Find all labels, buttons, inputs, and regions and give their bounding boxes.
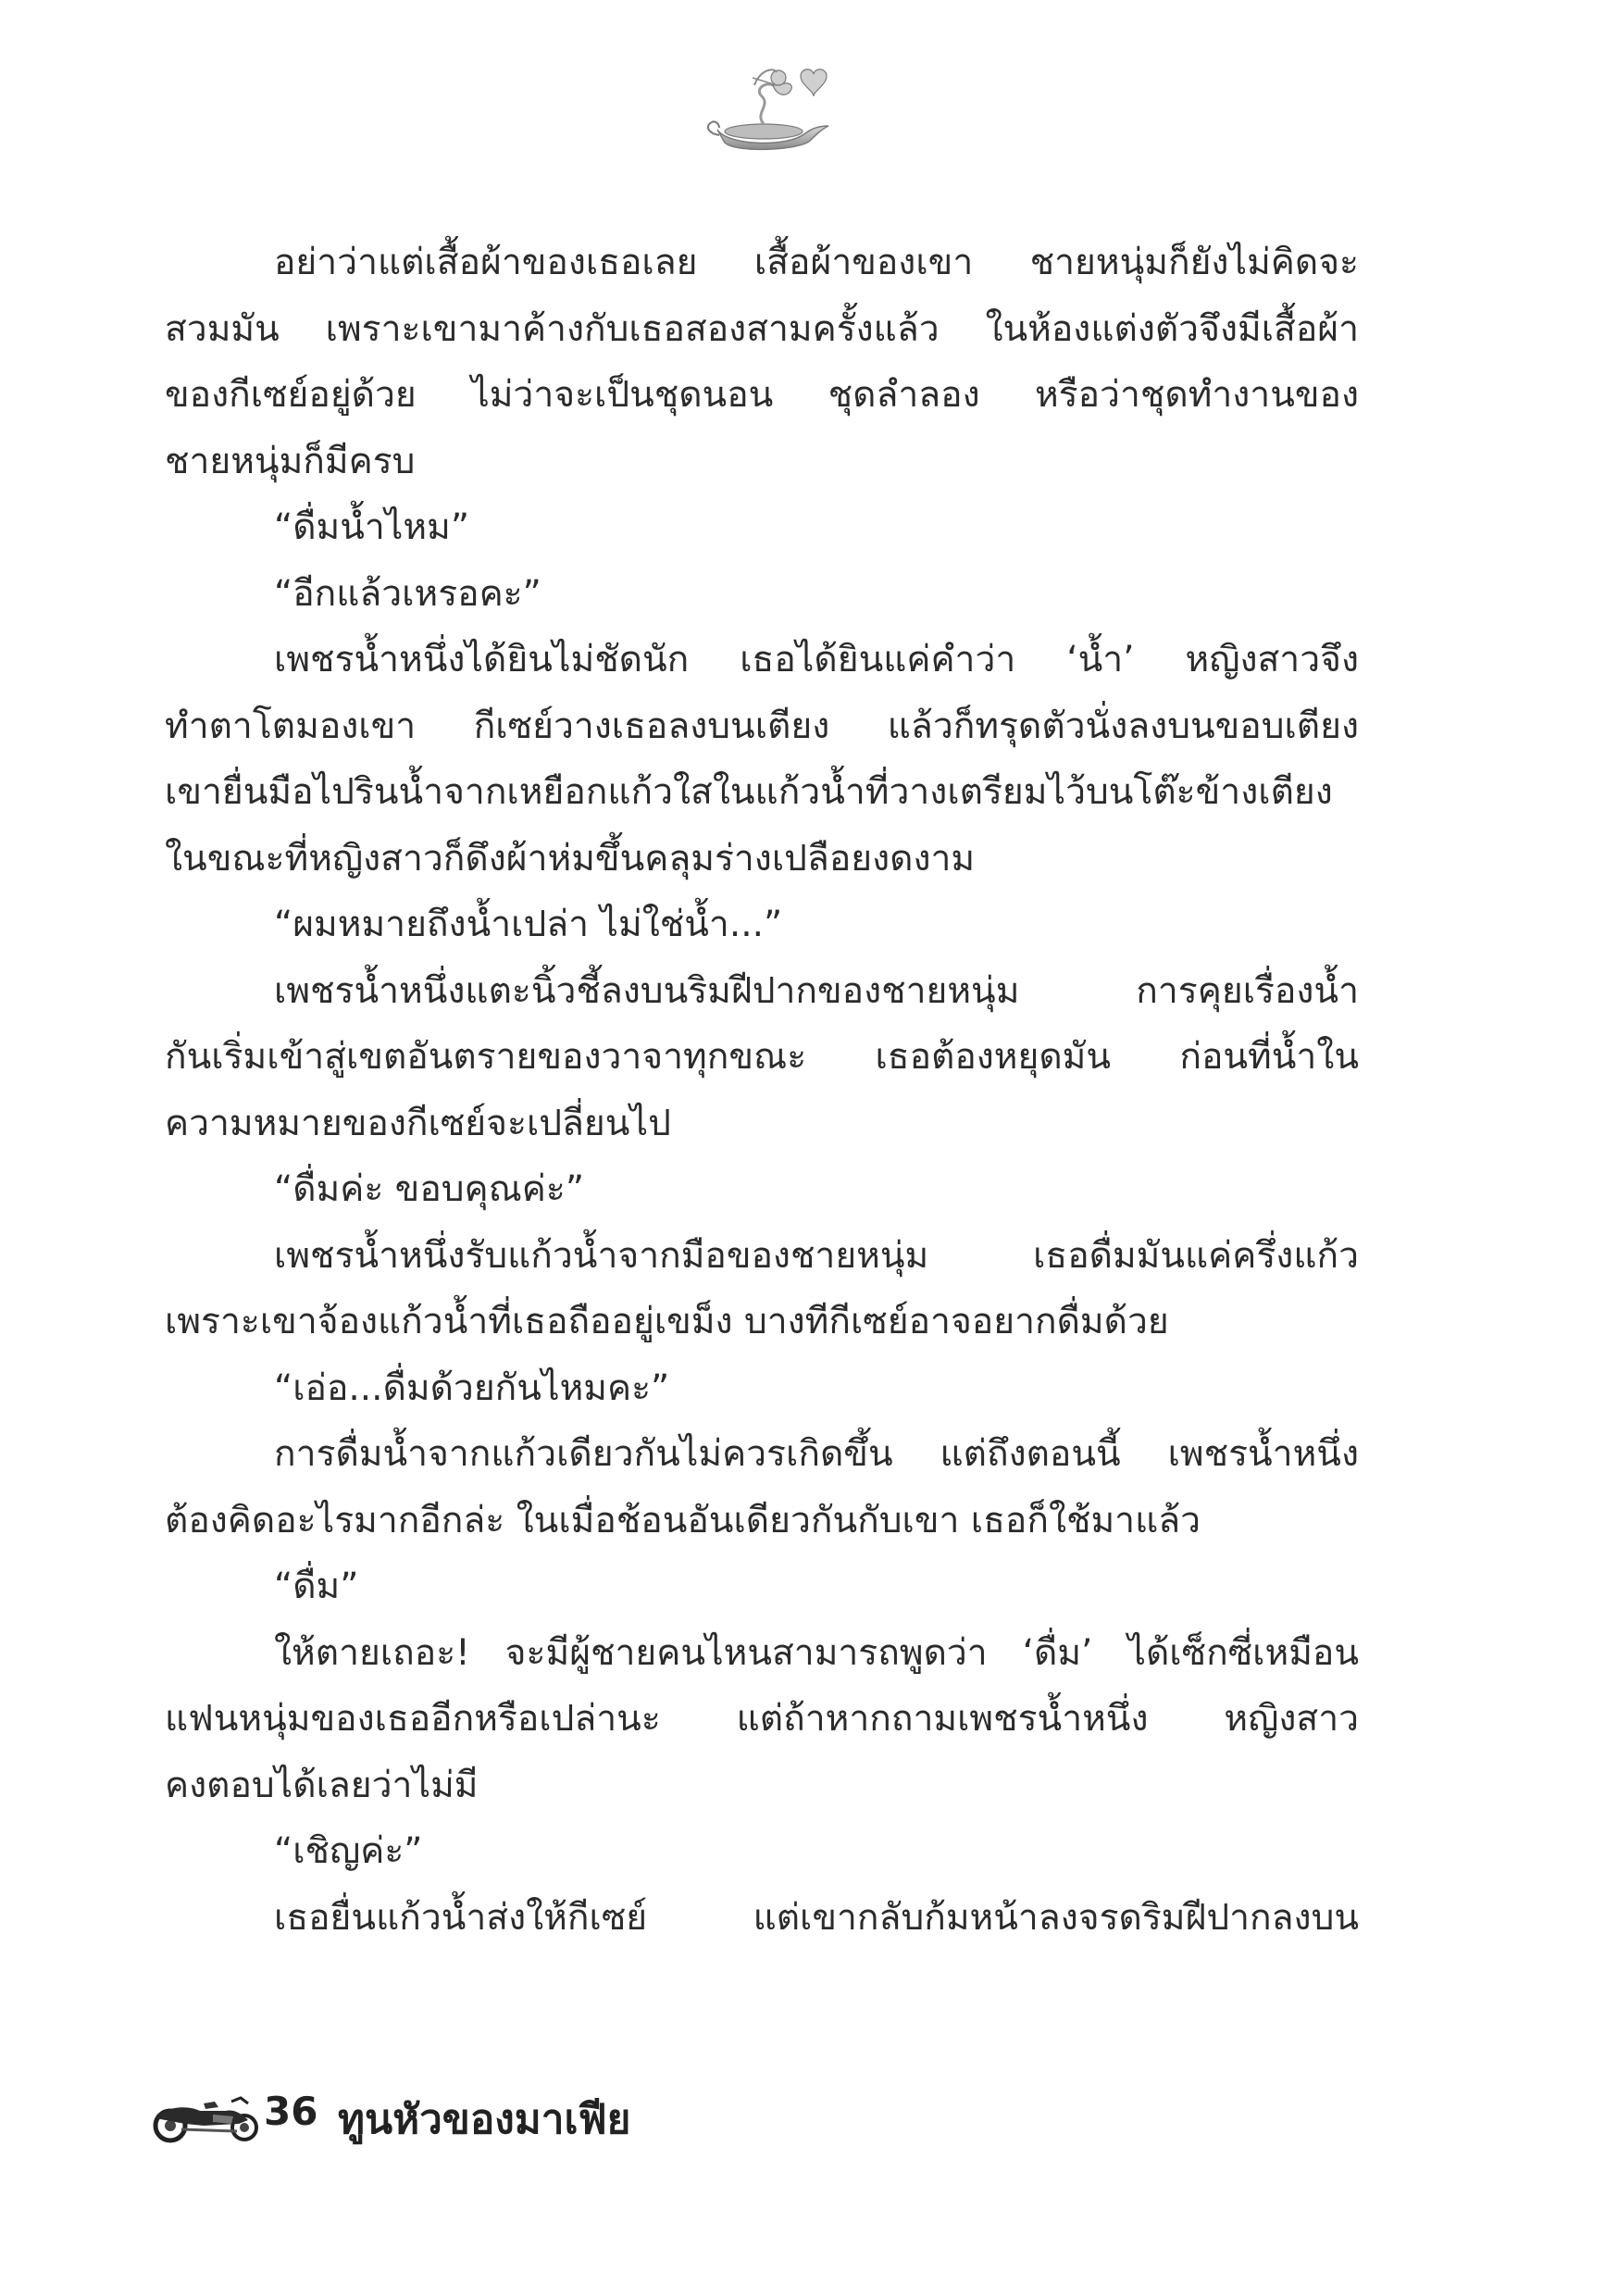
- text-line: ให้ตายเถอะ! จะมีผู้ชายคนไหนสามารถพูดว่า ‘ดื่ม’ ได้เซ็กซี่เหมือน: [274, 1631, 1359, 1674]
- text-line: เพชรน้ำหนึ่งรับแก้วน้ำจากมือของชายหนุ่ม เธอดื่มมันแค่ครึ่งแก้ว: [274, 1234, 1359, 1277]
- text-line: เพราะเขาจ้องแก้วน้ำที่เธอถืออยู่เขม็ง บางทีกีเซย์อาจอยากดื่มด้วย: [165, 1301, 1169, 1342]
- text-line: การดื่มน้ำจากแก้วเดียวกันไม่ควรเกิดขึ้น แต่ถึงตอนนี้ เพชรน้ำหนึ่ง: [274, 1433, 1359, 1475]
- dialogue-line: “ดื่ม”: [274, 1566, 359, 1607]
- dialogue-line: “ดื่มค่ะ ขอบคุณค่ะ”: [274, 1168, 585, 1210]
- text-line: กันเริ่มเข้าสู่เขตอันตรายของวาจาทุกขณะ เธอต้องหยุดมัน ก่อนที่น้ำใน: [165, 1036, 1359, 1078]
- page-number: 36: [264, 2089, 318, 2134]
- body-text: [165, 230, 1359, 1951]
- text-line: ของกีเซย์อยู่ด้วย ไม่ว่าจะเป็นชุดนอน ชุดลำลอง หรือว่าชุดทำงานของ: [165, 374, 1359, 416]
- text-line: สวมมัน เพราะเขามาค้างกับเธอสองสามครั้งแล้ว ในห้องแต่งตัวจึงมีเสื้อผ้า: [165, 307, 1359, 350]
- text-line: เพชรน้ำหนึ่งแตะนิ้วชี้ลงบนริมฝีปากของชายหนุ่ม การคุยเรื่องน้ำ: [274, 969, 1359, 1012]
- page-footer: [148, 2083, 796, 2157]
- book-title: ทูนหัวของมาเฟีย: [338, 2096, 631, 2143]
- dialogue-line: “อีกแล้วเหรอคะ”: [274, 572, 541, 615]
- text-line: เขายื่นมือไปรินน้ำจากเหยือกแก้วใสในแก้วน้ำที่วางเตรียมไว้บนโต๊ะข้างเตียง: [165, 771, 1333, 813]
- text-line: แฟนหนุ่มของเธออีกหรือเปล่านะ แต่ถ้าหากถามเพชรน้ำหนึ่ง หญิงสาว: [165, 1698, 1359, 1740]
- text-line: คงตอบได้เลยว่าไม่มี: [165, 1764, 479, 1806]
- text-line: เพชรน้ำหนึ่งได้ยินไม่ชัดนัก เธอได้ยินแค่คำว่า ‘น้ำ’ หญิงสาวจึง: [274, 639, 1359, 680]
- dialogue-line: “เชิญค่ะ”: [274, 1830, 423, 1872]
- motorcycle-icon: [148, 2092, 268, 2144]
- text-line: ชายหนุ่มก็มีครบ: [165, 440, 416, 482]
- dialogue-line: “ผมหมายถึงน้ำเปล่า ไม่ใช่น้ำ...”: [274, 904, 783, 945]
- text-line: เธอยื่นแก้วน้ำส่งให้กีเซย์ แต่เขากลับก้มหน้าลงจรดริมฝีปากลงบน: [274, 1896, 1359, 1939]
- dialogue-line: “ดื่มน้ำไหม”: [274, 506, 470, 548]
- text-line: ความหมายของกีเซย์จะเปลี่ยนไป: [165, 1102, 671, 1144]
- text-line: ในขณะที่หญิงสาวก็ดึงผ้าห่มขึ้นคลุมร่างเปลือยงดงาม: [165, 837, 976, 880]
- cupid-lamp-ornament-icon: [699, 57, 838, 159]
- text-line: ทำตาโตมองเขา กีเซย์วางเธอลงบนเตียง แล้วก็ทรุดตัวนั่งลงบนขอบเตียง: [165, 705, 1359, 747]
- text-line: ต้องคิดอะไรมากอีกล่ะ ในเมื่อช้อนอันเดียวกันกับเขา เธอก็ใช้มาแล้ว: [165, 1499, 1201, 1541]
- dialogue-line: “เอ่อ...ดื่มด้วยกันไหมคะ”: [274, 1366, 670, 1409]
- text-line: อย่าว่าแต่เสื้อผ้าของเธอเลย เสื้อผ้าของเขา ชายหนุ่มก็ยังไม่คิดจะ: [274, 242, 1359, 283]
